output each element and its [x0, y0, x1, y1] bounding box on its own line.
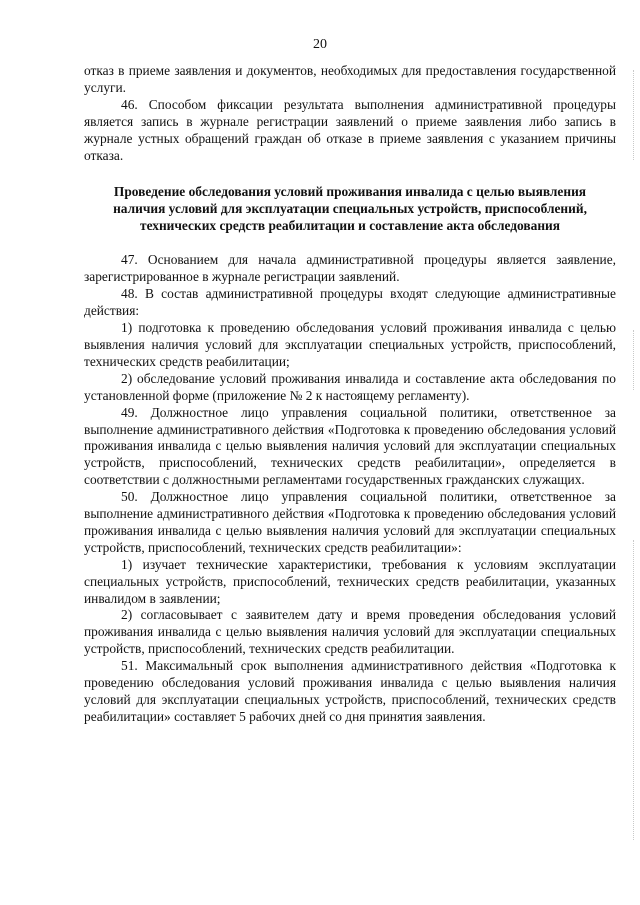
- paragraph-51: 51. Максимальный срок выполнения административного действия «Подготовка к проведению обследования условий проживания инвалида с целью выявления наличия условий для эксплуатации специальных устройств, приспособлений, технических средств реабилитации» составляет 5 рабочих дней со дня принятия заявления.: [84, 658, 616, 724]
- page-number: 20: [313, 37, 327, 52]
- paragraph-48: 48. В состав административной процедуры входят следующие административные действия:: [84, 286, 616, 319]
- margin-dotted-line: [631, 540, 634, 840]
- margin-dotted-line: [631, 330, 634, 390]
- paragraph-49: 49. Должностное лицо управления социальной политики, ответственное за выполнение административного действия «Подготовка к проведению обследования условий проживания инвалида с целью выявления наличия условий для эксплуатации специальных устройств, приспособлений, технических средств реабилитации», определяется в соответствии с должностными регламентами государственных гражданских служащих.: [84, 404, 616, 488]
- section-heading: Проведение обследования условий проживания инвалида с целью выявления наличия условий для эксплуатации специальных устройств, приспособлений, технических средств реабилитации и составление акта обследования: [113, 184, 587, 234]
- paragraph-50-item-1: 1) изучает технические характеристики, требования к условиям эксплуатации специальных устройств, приспособлений, технических средств реабилитации, указанных инвалидом в заявлении;: [84, 556, 616, 606]
- paragraph-46: 46. Способом фиксации результата выполнения административной процедуры является запись в журнале регистрации заявлений о приеме заявления либо запись в журнале устных обращений граждан об отказе в приеме заявления с указанием причины отказа.: [84, 96, 616, 163]
- paragraph-47: 47. Основанием для начала административной процедуры является заявление, зарегистрированное в журнале регистрации заявлений.: [84, 252, 616, 285]
- paragraph-48-item-1: 1) подготовка к проведению обследования условий проживания инвалида с целью выявления наличия условий для эксплуатации специальных устройств, приспособлений, технических средств реабилитации;: [84, 320, 616, 369]
- paragraph-48-item-2: 2) обследование условий проживания инвалида и составление акта обследования по установленной форме (приложение № 2 к настоящему регламенту).: [84, 370, 616, 403]
- document-body: [84, 63, 616, 726]
- paragraph-50: 50. Должностное лицо управления социальной политики, ответственное за выполнение административного действия «Подготовка к проведению обследования условий проживания инвалида с целью выявления наличия условий для эксплуатации специальных устройств, приспособлений, технических средств реабилитации»:: [84, 489, 616, 555]
- paragraph-50-item-2: 2) согласовывает с заявителем дату и время проведения обследования условий проживания инвалида с целью выявления наличия условий для эксплуатации специальных устройств, приспособлений, технических средств реабилитации.: [84, 607, 616, 657]
- margin-dotted-line: [631, 70, 634, 160]
- paragraph-continuation: отказ в приеме заявления и документов, необходимых для предоставления государственной услуги.: [84, 63, 616, 95]
